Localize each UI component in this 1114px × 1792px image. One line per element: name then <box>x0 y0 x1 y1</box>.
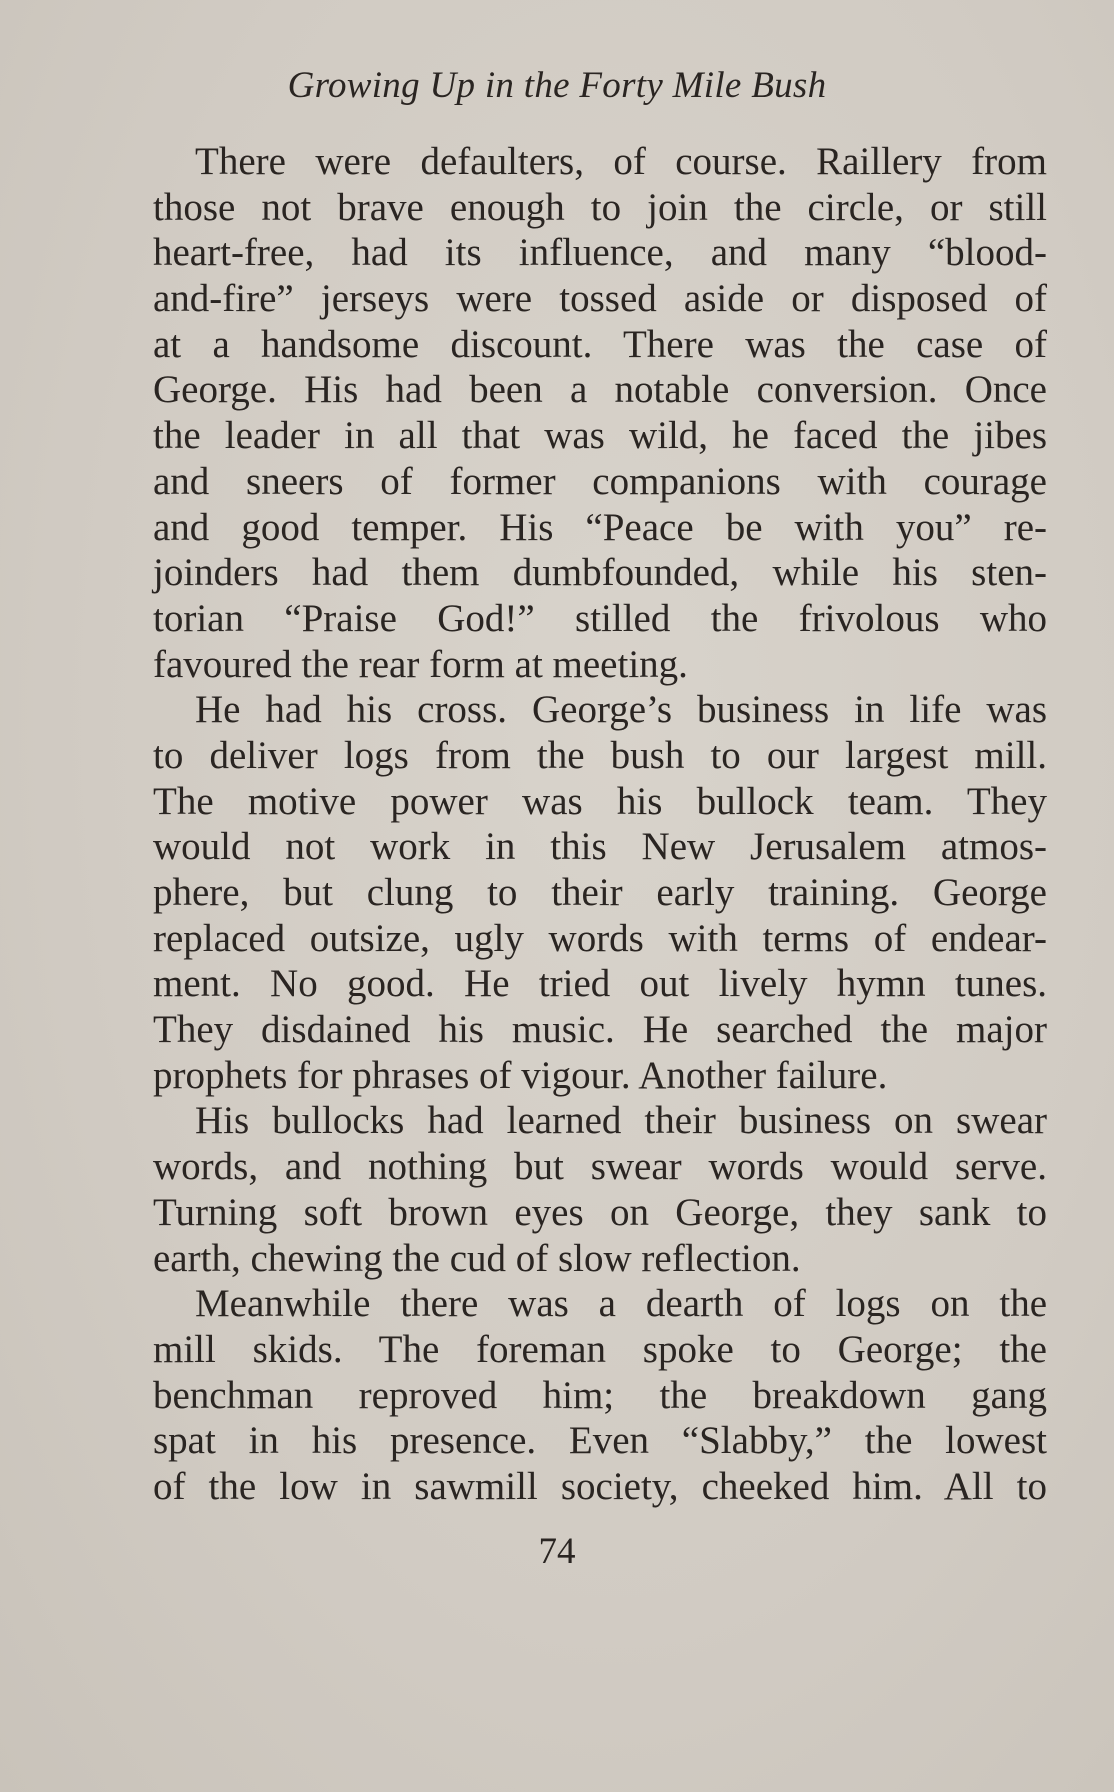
text-line: earth, chewing the cud of slow reflection. <box>153 1236 801 1280</box>
text-line: Turning soft brown eyes on George, they sank to <box>153 1190 1047 1234</box>
text-line: spat in his presence. Even “Slabby,” the lowest <box>153 1419 1047 1463</box>
page-number: 74 <box>538 1531 576 1572</box>
text-line: to deliver logs from the bush to our largest mill. <box>153 733 1047 777</box>
text-line: at a handsome discount. There was the case of <box>153 322 1047 366</box>
text-line: There were defaulters, of course. Raillery from <box>195 140 1047 183</box>
text-line: and good temper. His “Peace be with you” re- <box>153 505 1047 549</box>
text-line: George. His had been a notable conversion. Once <box>153 368 1047 412</box>
text-line: phere, but clung to their early training. George <box>153 871 1047 914</box>
text-line: heart-free, had its influence, and many “blood- <box>153 231 1047 275</box>
text-line: replaced outsize, ugly words with terms of endear- <box>153 916 1047 960</box>
text-line: favoured the rear form at meeting. <box>153 642 688 686</box>
text-line: They disdained his music. He searched the major <box>153 1008 1047 1052</box>
text-line: benchman reproved him; the breakdown gang <box>153 1373 1047 1417</box>
text-line: those not brave enough to join the circle, or still <box>153 185 1047 229</box>
text-line: ment. No good. He tried out lively hymn tunes. <box>153 962 1047 1006</box>
text-line: prophets for phrases of vigour. Another failure. <box>153 1053 888 1097</box>
text-line: joinders had them dumbfounded, while his sten- <box>153 551 1047 595</box>
text-line: His bullocks had learned their business on swear <box>195 1099 1047 1143</box>
text-line: torian “Praise God!” stilled the frivolous who <box>153 596 1047 640</box>
text-line: words, and nothing but swear words would serve. <box>153 1145 1047 1189</box>
text-line: mill skids. The foreman spoke to George; the <box>153 1327 1047 1371</box>
body-text <box>153 139 1047 1510</box>
text-line: He had his cross. George’s business in life was <box>195 688 1047 732</box>
text-line: of the low in sawmill society, cheeked him. All to <box>153 1464 1047 1508</box>
text-line: Meanwhile there was a dearth of logs on the <box>195 1282 1047 1326</box>
running-head: Growing Up in the Forty Mile Bush <box>287 65 827 106</box>
text-line: would not work in this New Jerusalem atmos- <box>153 825 1047 869</box>
text-line: the leader in all that was wild, he faced the jibes <box>153 414 1047 458</box>
text-line: and sneers of former companions with courage <box>153 459 1047 503</box>
text-line: and-fire” jerseys were tossed aside or disposed of <box>153 277 1047 321</box>
text-line: The motive power was his bullock team. They <box>153 779 1047 823</box>
